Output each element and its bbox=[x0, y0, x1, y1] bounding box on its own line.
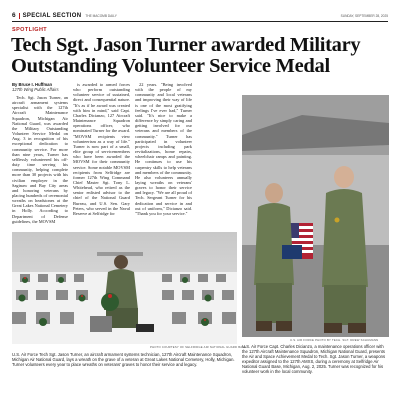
kicker: SPOTLIGHT bbox=[12, 27, 48, 33]
article-column-1 bbox=[12, 95, 68, 224]
byline-affiliation: 127th Wing Public Affairs bbox=[12, 87, 59, 92]
ceremony-illustration bbox=[242, 95, 389, 337]
article-text: is awarded to armed forces who perform outstanding volunteer service of sustained, direct and consequential nature. "It's as if he award was created with him in mind," said Capt. Charles Dicianzo, 127 Aircraft Maintenance Squadron operations officer, who nominated Turner for the award. "MOVSM recipients view volunteerism as a way of life." Turner is now part of a small, elite group of servicemembers who have been awarded the MOVSM for their community service. Some notable MOVSM recipients from Selfridge are former 127th Wing Command Chief Master Sgt. Tony L. Whitehead, who retired as the senior enlisted advisor to the chief of the National Guard Bureau, and U.S. Sen. Gary Peters, who served in the Naval Reserve at Selfridge for bbox=[73, 82, 130, 216]
article-column-2 bbox=[73, 82, 130, 216]
article-text: 22 years. "Being involved with the people of my community and local veterans and improving their way of life is one of the most gratifying feelings I've ever had," Turner said. "It's nice to make a difference by simply caring and getting involved for our veterans and members of the community." Turner has participated in volunteer projects including park revitalizations, home repairs, wheelchair ramps and painting. He continues to use his carpentry skills to help veterans and members of the community. He also volunteers annually laying wreaths on veterans' graves to honor their service and legacy. "We are all proud of Tech. Sergeant Turner for his dedication and service in and out of uniform," Dicianzo said. "Thank you for your service." bbox=[135, 82, 192, 216]
article-text: Tech. Sgt. Jason Turner, an aircraft armament systems specialist with the 127th Aircraft Maintenance Squadron, Michigan Air National Guard, was awarded the Military Outstanding Volunteer Service Medal on Aug. 3 in recognition of his exceptional dedication to community service. For more than nine years, Turner has selflessly volunteered his off-duty time serving his community, helping complete more than 30 projects with his civilian employer in the Saginaw and Bay City areas and honoring veterans by placing hundreds of ceremonial wreaths on headstones at the Great Lakes National Cemetery in Holly. According to Department of Defense guidelines, the MOVSM bbox=[12, 95, 68, 224]
issue-date: SUNDAY, SEPTEMBER 28, 2025 bbox=[340, 13, 388, 18]
cemetery-photo bbox=[12, 232, 237, 344]
photo-credit-left: PHOTO COURTESY OF SELFRIDGE AIR NATIONAL GUARD BASE bbox=[150, 345, 247, 349]
cemetery-illustration bbox=[12, 232, 237, 344]
photo-caption-left: U.S. Air Force Tech Sgt. Jason Turner, an aircraft armament systems technician, 127th Aircraft Maintenance Squadron, Michigan Air National Guard, lays a wreath on the grave of a veteran at Great Lakes National Cemetery, Holly, Michigan. Turner volunteers every year to place wreaths on veterans' graves to honor their service and legacy. bbox=[12, 352, 235, 367]
header-rule bbox=[12, 21, 388, 22]
article-column-3 bbox=[135, 82, 192, 216]
ceremony-photo bbox=[242, 95, 389, 337]
photo-credit-right: U.S. AIR FORCE PHOTO BY TECH. SGT. DREW SCHUMANN bbox=[290, 338, 379, 342]
photo-caption-right: U.S. Air Force Capt. Charles Dicianzo, a maintenance operations officer with the 127th Aircraft Maintenance Squadron, Michigan National Guard, presents the Air and Space Achievement Medal to Tech. Sgt. Jason Turner, a weapons expeditor assigned to the 127th AMXS, during a ceremony at Selfridge Air National Guard Base, Michigan, Aug. 2, 2025. Turner was recognized for his volunteer work in the local community. bbox=[242, 344, 386, 374]
byline bbox=[12, 82, 59, 92]
section-header bbox=[12, 11, 388, 20]
byline-author: By Bruce I. Huffman bbox=[12, 82, 53, 87]
page-number: 6 bbox=[12, 12, 16, 19]
headline-line-1: Tech Sgt. Jason Turner awarded Military bbox=[11, 34, 361, 56]
section-label: SPECIAL SECTION bbox=[19, 13, 82, 19]
publication-name: THE MACOMB DAILY bbox=[85, 13, 117, 18]
headline bbox=[11, 35, 391, 77]
headline-line-2: Outstanding Volunteer Service Medal bbox=[11, 55, 330, 77]
